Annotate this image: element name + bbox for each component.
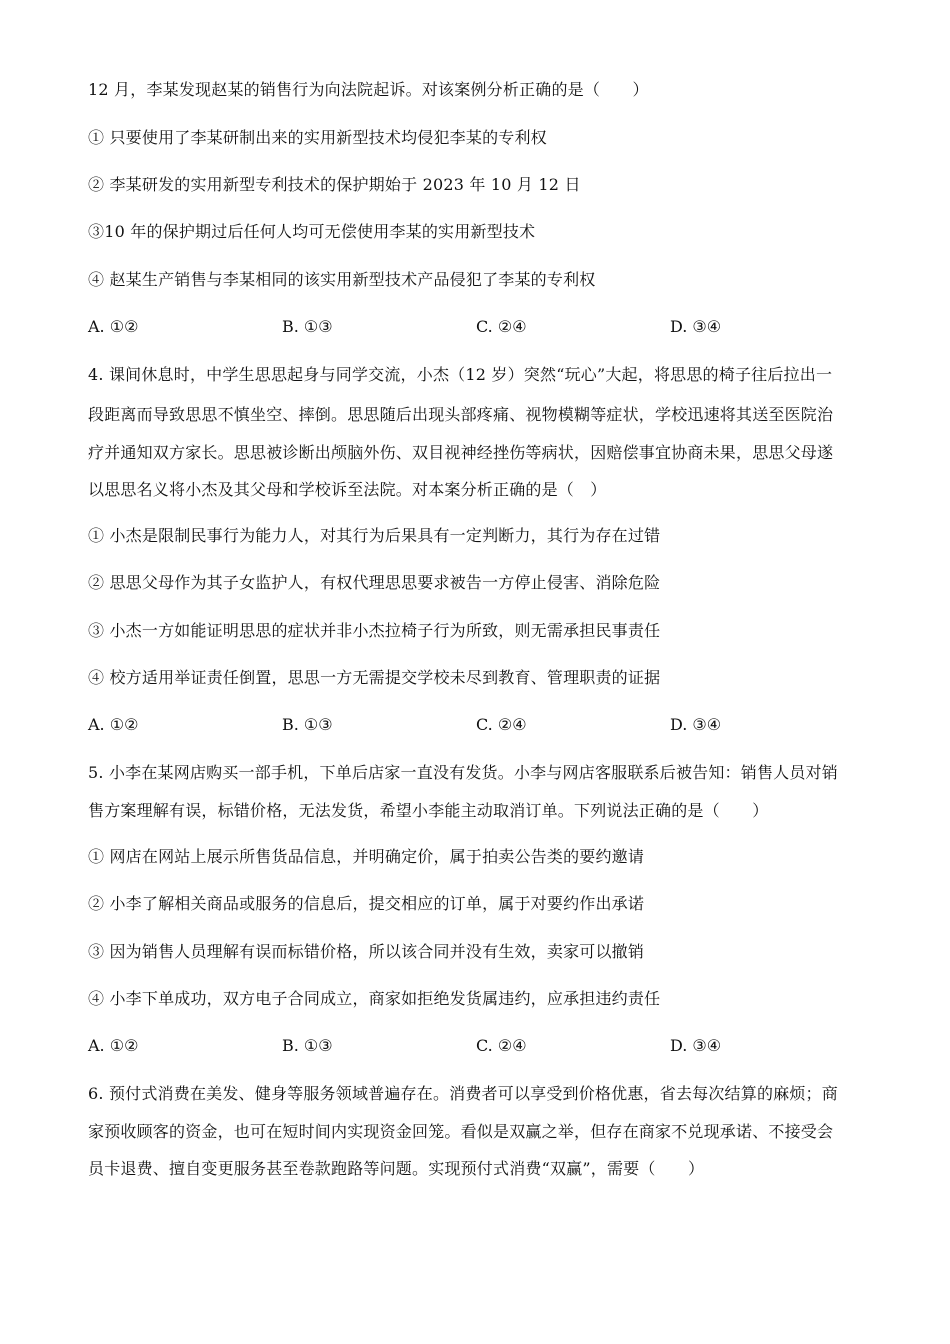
q4-statement-1: ① 小杰是限制民事行为能力人，对其行为后果具有一定判断力，其行为存在过错: [88, 526, 661, 545]
q4-options: [88, 715, 868, 735]
q4-option-c: C. ②④: [476, 715, 527, 734]
q4-stem-line-2: 段距离而导致思思不慎坐空、摔倒。思思随后出现头部疼痛、视物模糊等症状，学校迅速将其送至医院治: [88, 405, 834, 424]
q4-stem-line-3: 疗并通知双方家长。思思被诊断出颅脑外伤、双目视神经挫伤等病状，因赔偿事宜协商未果，思思父母遂: [88, 443, 834, 462]
q3-statement-3: ③10 年的保护期过后任何人均可无偿使用李某的实用新型技术: [88, 222, 536, 241]
q4-option-a: A. ①②: [88, 715, 139, 734]
q6-stem-line-3: 员卡退费、擅自变更服务甚至卷款跑路等问题。实现预付式消费“双赢”，需要（ ）: [88, 1159, 705, 1178]
q6-stem-line-1: 6. 预付式消费在美发、健身等服务领域普遍存在。消费者可以享受到价格优惠，省去每次结算的麻烦；商: [88, 1084, 838, 1103]
q3-statement-4: ④ 赵某生产销售与李某相同的该实用新型技术产品侵犯了李某的专利权: [88, 270, 596, 289]
q6-stem-line-2: 家预收顾客的资金，也可在短时间内实现资金回笼。看似是双赢之举，但存在商家不兑现承诺、不接受会: [88, 1122, 834, 1141]
q3-option-b: B. ①③: [282, 317, 333, 336]
q3-option-c: C. ②④: [476, 317, 527, 336]
q3-statement-2: ② 李某研发的实用新型专利技术的保护期始于 2023 年 10 月 12 日: [88, 175, 581, 194]
q4-statement-4: ④ 校方适用举证责任倒置，思思一方无需提交学校未尽到教育、管理职责的证据: [88, 668, 661, 687]
q5-option-a: A. ①②: [88, 1036, 139, 1055]
q5-options: [88, 1036, 868, 1056]
q3-statement-1: ① 只要使用了李某研制出来的实用新型技术均侵犯李某的专利权: [88, 128, 547, 147]
q3-options: [88, 317, 868, 337]
q5-option-d: D. ③④: [670, 1036, 722, 1055]
q4-statement-2: ② 思思父母作为其子女监护人，有权代理思思要求被告一方停止侵害、消除危险: [88, 573, 661, 592]
q4-stem-line-1: 4. 课间休息时，中学生思思起身与同学交流，小杰（12 岁）突然“玩心”大起，将思思的椅子往后拉出一: [88, 365, 833, 384]
q3-option-d: D. ③④: [670, 317, 722, 336]
q3-stem-tail: 12 月，李某发现赵某的销售行为向法院起诉。对该案例分析正确的是（ ）: [88, 80, 649, 99]
q5-stem-line-2: 售方案理解有误，标错价格，无法发货，希望小李能主动取消订单。下列说法正确的是（ ）: [88, 801, 769, 820]
q4-stem-line-4: 以思思名义将小杰及其父母和学校诉至法院。对本案分析正确的是（ ）: [88, 480, 607, 499]
q4-option-d: D. ③④: [670, 715, 722, 734]
q5-stem-line-1: 5. 小李在某网店购买一部手机，下单后店家一直没有发货。小李与网店客服联系后被告知：销售人员对销: [88, 763, 838, 782]
q5-option-c: C. ②④: [476, 1036, 527, 1055]
q5-statement-2: ② 小李了解相关商品或服务的信息后，提交相应的订单，属于对要约作出承诺: [88, 894, 645, 913]
q5-statement-4: ④ 小李下单成功，双方电子合同成立，商家如拒绝发货属违约，应承担违约责任: [88, 989, 661, 1008]
q3-option-a: A. ①②: [88, 317, 139, 336]
q5-statement-3: ③ 因为销售人员理解有误而标错价格，所以该合同并没有生效，卖家可以撤销: [88, 942, 645, 961]
q4-statement-3: ③ 小杰一方如能证明思思的症状并非小杰拉椅子行为所致，则无需承担民事责任: [88, 621, 661, 640]
q4-option-b: B. ①③: [282, 715, 333, 734]
q5-option-b: B. ①③: [282, 1036, 333, 1055]
q5-statement-1: ① 网店在网站上展示所售货品信息，并明确定价，属于拍卖公告类的要约邀请: [88, 847, 645, 866]
